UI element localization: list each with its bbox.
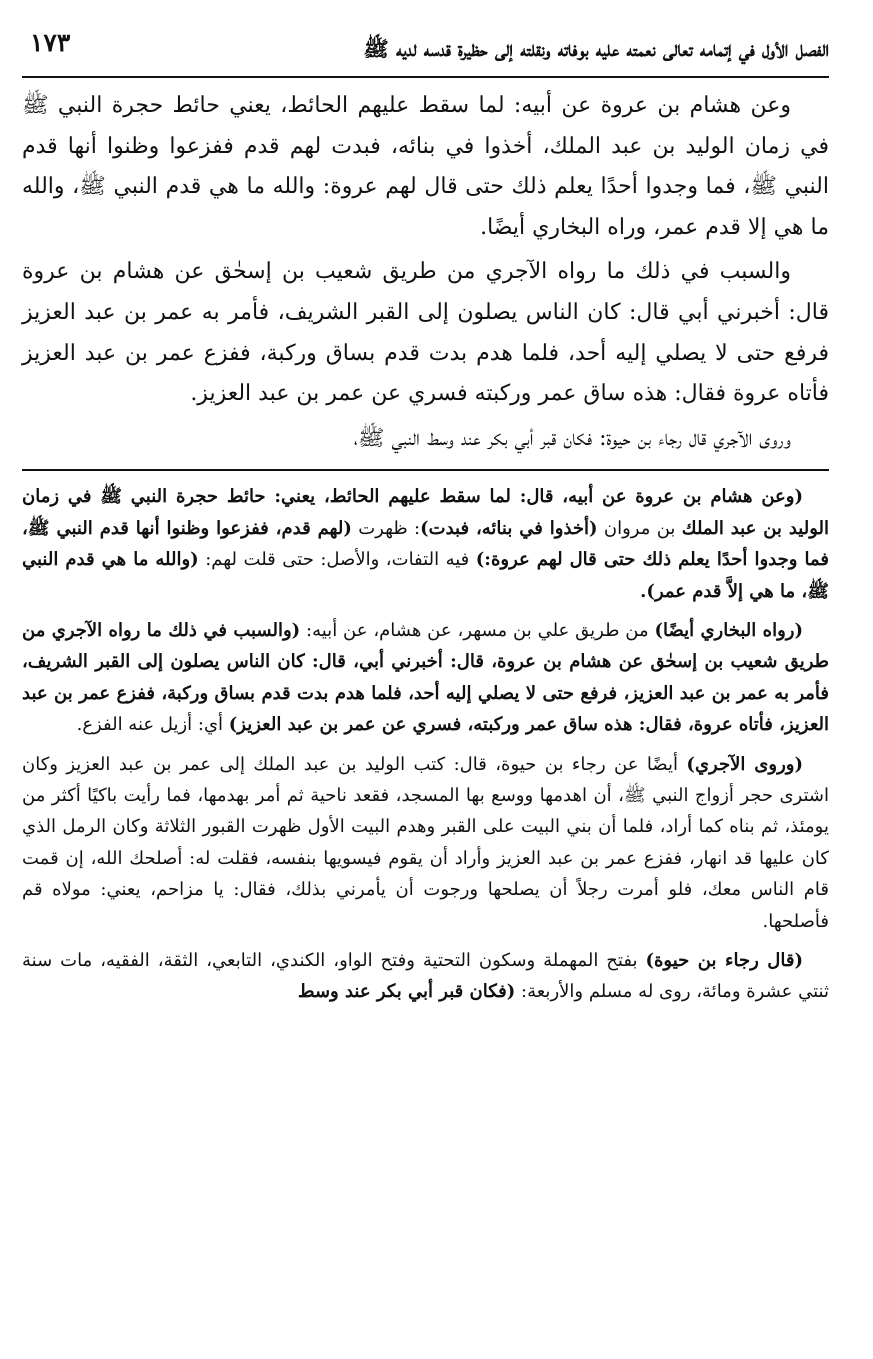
main-paragraph: وروى الآجري قال رجاء بن حيوة: فكان قبر أبي بكر عند وسط النبي ﷺ،	[353, 425, 791, 451]
page-header	[22, 28, 829, 78]
quoted-text: (رواه البخاري أيضًا)	[654, 619, 803, 641]
commentary-paragraph	[22, 615, 829, 741]
quoted-text: (أخذوا في بنائه، فبدت)	[420, 517, 598, 539]
quoted-text: (وعن هشام بن عروة عن أبيه، قال: لما سقط عليهم الحائط، يعني: حائط حجرة النبي ﷺ في زمان الوليد بن عبد الملك	[22, 486, 829, 539]
commentary-text: أيضًا عن رجاء بن حيوة، قال: كتب الوليد بن عبد الملك إلى عمر بن عبد العزيز وكان اشترى حجر أزواج النبي ﷺ، أن اهدمها ووسع بها المسجد، فقعد ناحية ثم أمر بهدمها، فما رأيت باكيًا أكثر من يومئذ، ثم بناه كما أراد، فلما أن بني البيت على القبر وهدم البيت الأول ظهرت القبور الثلاثة وكان الرمل الذي كان عليها قد انهار، ففزع عمر بن عبد العزيز وأراد أن يقوم فيسويها بنفسه، فقلت له: أصلحك الله، إن قمت قام الناس معك، فلو أمرت رجلاً أن يصلحها ورجوت أن يأمرني بذلك، فقال: يا مزاحم، يعني: مولاه قم فأصلحها.	[22, 753, 829, 932]
commentary	[22, 481, 829, 1008]
commentary-text: : ظهرت	[351, 517, 421, 539]
quoted-text: (لهم قدم، ففزعوا وظنوا أنها قدم النبي ﷺ، فما وجدوا أحدًا يعلم ذلك حتى قال لهم عروة:)	[22, 517, 829, 571]
main-paragraph: وعن هشام بن عروة عن أبيه: لما سقط عليهم الحائط، يعني حائط حجرة النبي ﷺ في زمان الوليد بن عبد الملك، أخذوا في بنائه، فبدت لهم قدم ففزعوا وظنوا أنها قدم النبي ﷺ، فما وجدوا أحدًا يعلم ذلك حتى قال لهم عروة: والله ما هي قدم النبي ﷺ، والله ما هي إلا قدم عمر، وراه البخاري أيضًا.	[22, 93, 829, 240]
section-divider	[22, 469, 829, 471]
main-text	[22, 78, 829, 459]
quoted-text: (وروى الآجري)	[686, 753, 803, 775]
commentary-text: من طريق علي بن مسهر، عن هشام، عن أبيه:	[300, 619, 655, 641]
page-number: ١٧٣	[30, 28, 71, 57]
commentary-paragraph	[22, 945, 829, 1008]
quoted-text: (والسبب في ذلك ما رواه الآجري من طريق شعيب بن إسحٰق عن هشام بن عروة، قال: أخبرني أبي، قال: كان الناس يصلون إلى القبر الشريف، فأمر به عمر بن عبد العزيز، فرفع حتى لا يصلي إليه أحد، فلما هدم بدت قدم بساق وركبة، ففزع عمر بن عبد العزيز، فأتاه عروة، فقال: هذه ساق عمر وركبته، فسري عن عمر بن عبد العزيز)	[22, 619, 829, 736]
running-title: الفصل الأول في إتمامه تعالى نعمته عليه بوفاته ونقلته إلى حظيرة قدسه لديه ﷺ	[363, 36, 829, 61]
quoted-text: (فكان قبر أبي بكر عند وسط	[297, 981, 516, 1003]
quoted-text: (والله ما هي قدم النبي ﷺ، ما هي إلاَّ قدم عمر).	[22, 549, 829, 602]
commentary-text: فيه التفات، والأصل: حتى قلت لهم:	[198, 549, 476, 571]
commentary-text: أي: أزيل عنه الفزع.	[76, 714, 229, 736]
book-page	[22, 28, 829, 1016]
quoted-text: (قال رجاء بن حيوة)	[645, 950, 803, 972]
commentary-text: بن مروان	[597, 517, 682, 539]
main-paragraph: والسبب في ذلك ما رواه الآجري من طريق شعيب بن إسحٰق عن هشام بن عروة قال: أخبرني أبي قال: كان الناس يصلون إلى القبر الشريف، فأمر به عمر بن عبد العزيز فرفع حتى لا يصلي إليه أحد، فلما هدم بدت قدم بساق وركبة، ففزع عمر بن عبد العزيز فأتاه عروة فقال: هذه ساق عمر وركبته فسري عن عمر بن عبد العزيز.	[22, 259, 829, 407]
commentary-paragraph	[22, 481, 829, 607]
commentary-paragraph	[22, 749, 829, 937]
commentary-text: بفتح المهملة وسكون التحتية وفتح الواو، الكندي، التابعي، الثقة، الفقيه، مات سنة ثنتي عشرة ومائة، روى له مسلم والأربعة:	[22, 950, 829, 1003]
